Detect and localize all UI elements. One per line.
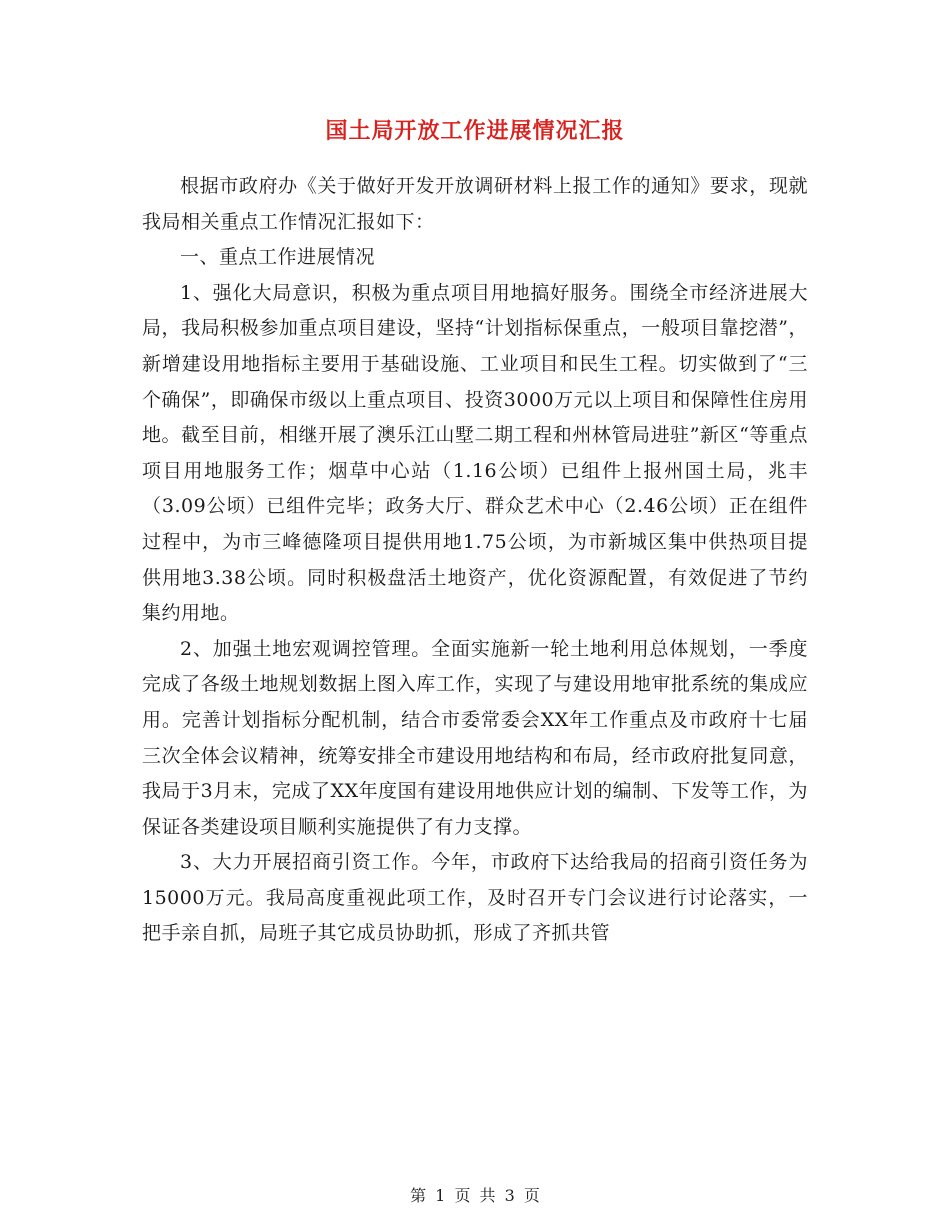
page-number-footer: 第 1 页 共 3 页 (410, 1186, 540, 1205)
paragraph-intro: 根据市政府办《关于做好开发开放调研材料上报工作的通知》要求，现就我局相关重点工作情况汇报如下： (142, 175, 808, 233)
document-title: 国土局开放工作进展情况汇报 (325, 118, 625, 144)
paragraph-item-2: 2、加强土地宏观调控管理。全面实施新一轮土地利用总体规划，一季度完成了各级土地规划数据上图入库工作，实现了与建设用地审批系统的集成应用。完善计划指标分配机制，结合市委常委会XX年工作重点及市政府十七届三次全体会议精神，统筹安排全市建设用地结构和布局，经市政府批复同意，我局于3月末，完成了XX年度国有建设用地供应计划的编制、下发等工作，为保证各类建设项目顺利实施提供了有力支撑。 (142, 637, 808, 838)
section-heading: 一、重点工作进展情况 (180, 246, 376, 269)
paragraph-item-1: 1、强化大局意识，积极为重点项目用地搞好服务。围绕全市经济进展大局，我局积极参加重点项目建设，坚持“计划指标保重点，一般项目靠挖潜”，新增建设用地指标主要用于基础设施、工业项目和民生工程。切实做到了“三个确保”，即确保市级以上重点项目、投资3000万元以上项目和保障性住房用地。截至目前，相继开展了澳乐江山墅二期工程和州林管局进驻”新区“等重点项目用地服务工作；烟草中心站（1.16公顷）已组件上报州国土局，兆丰（3.09公顷）已组件完毕；政务大厅、群众艺术中心（2.46公顷）正在组件过程中，为市三峰德隆项目提供用地1.75公顷，为市新城区集中供热项目提供用地3.38公顷。同时积极盘活土地资产，优化资源配置，有效促进了节约集约用地。 (142, 281, 808, 625)
paragraph-item-3: 3、大力开展招商引资工作。今年，市政府下达给我局的招商引资任务为15000万元。我局高度重视此项工作，及时召开专门会议进行讨论落实，一把手亲自抓，局班子其它成员协助抓，形成了齐抓共管 (142, 851, 808, 945)
document-body (142, 169, 808, 952)
